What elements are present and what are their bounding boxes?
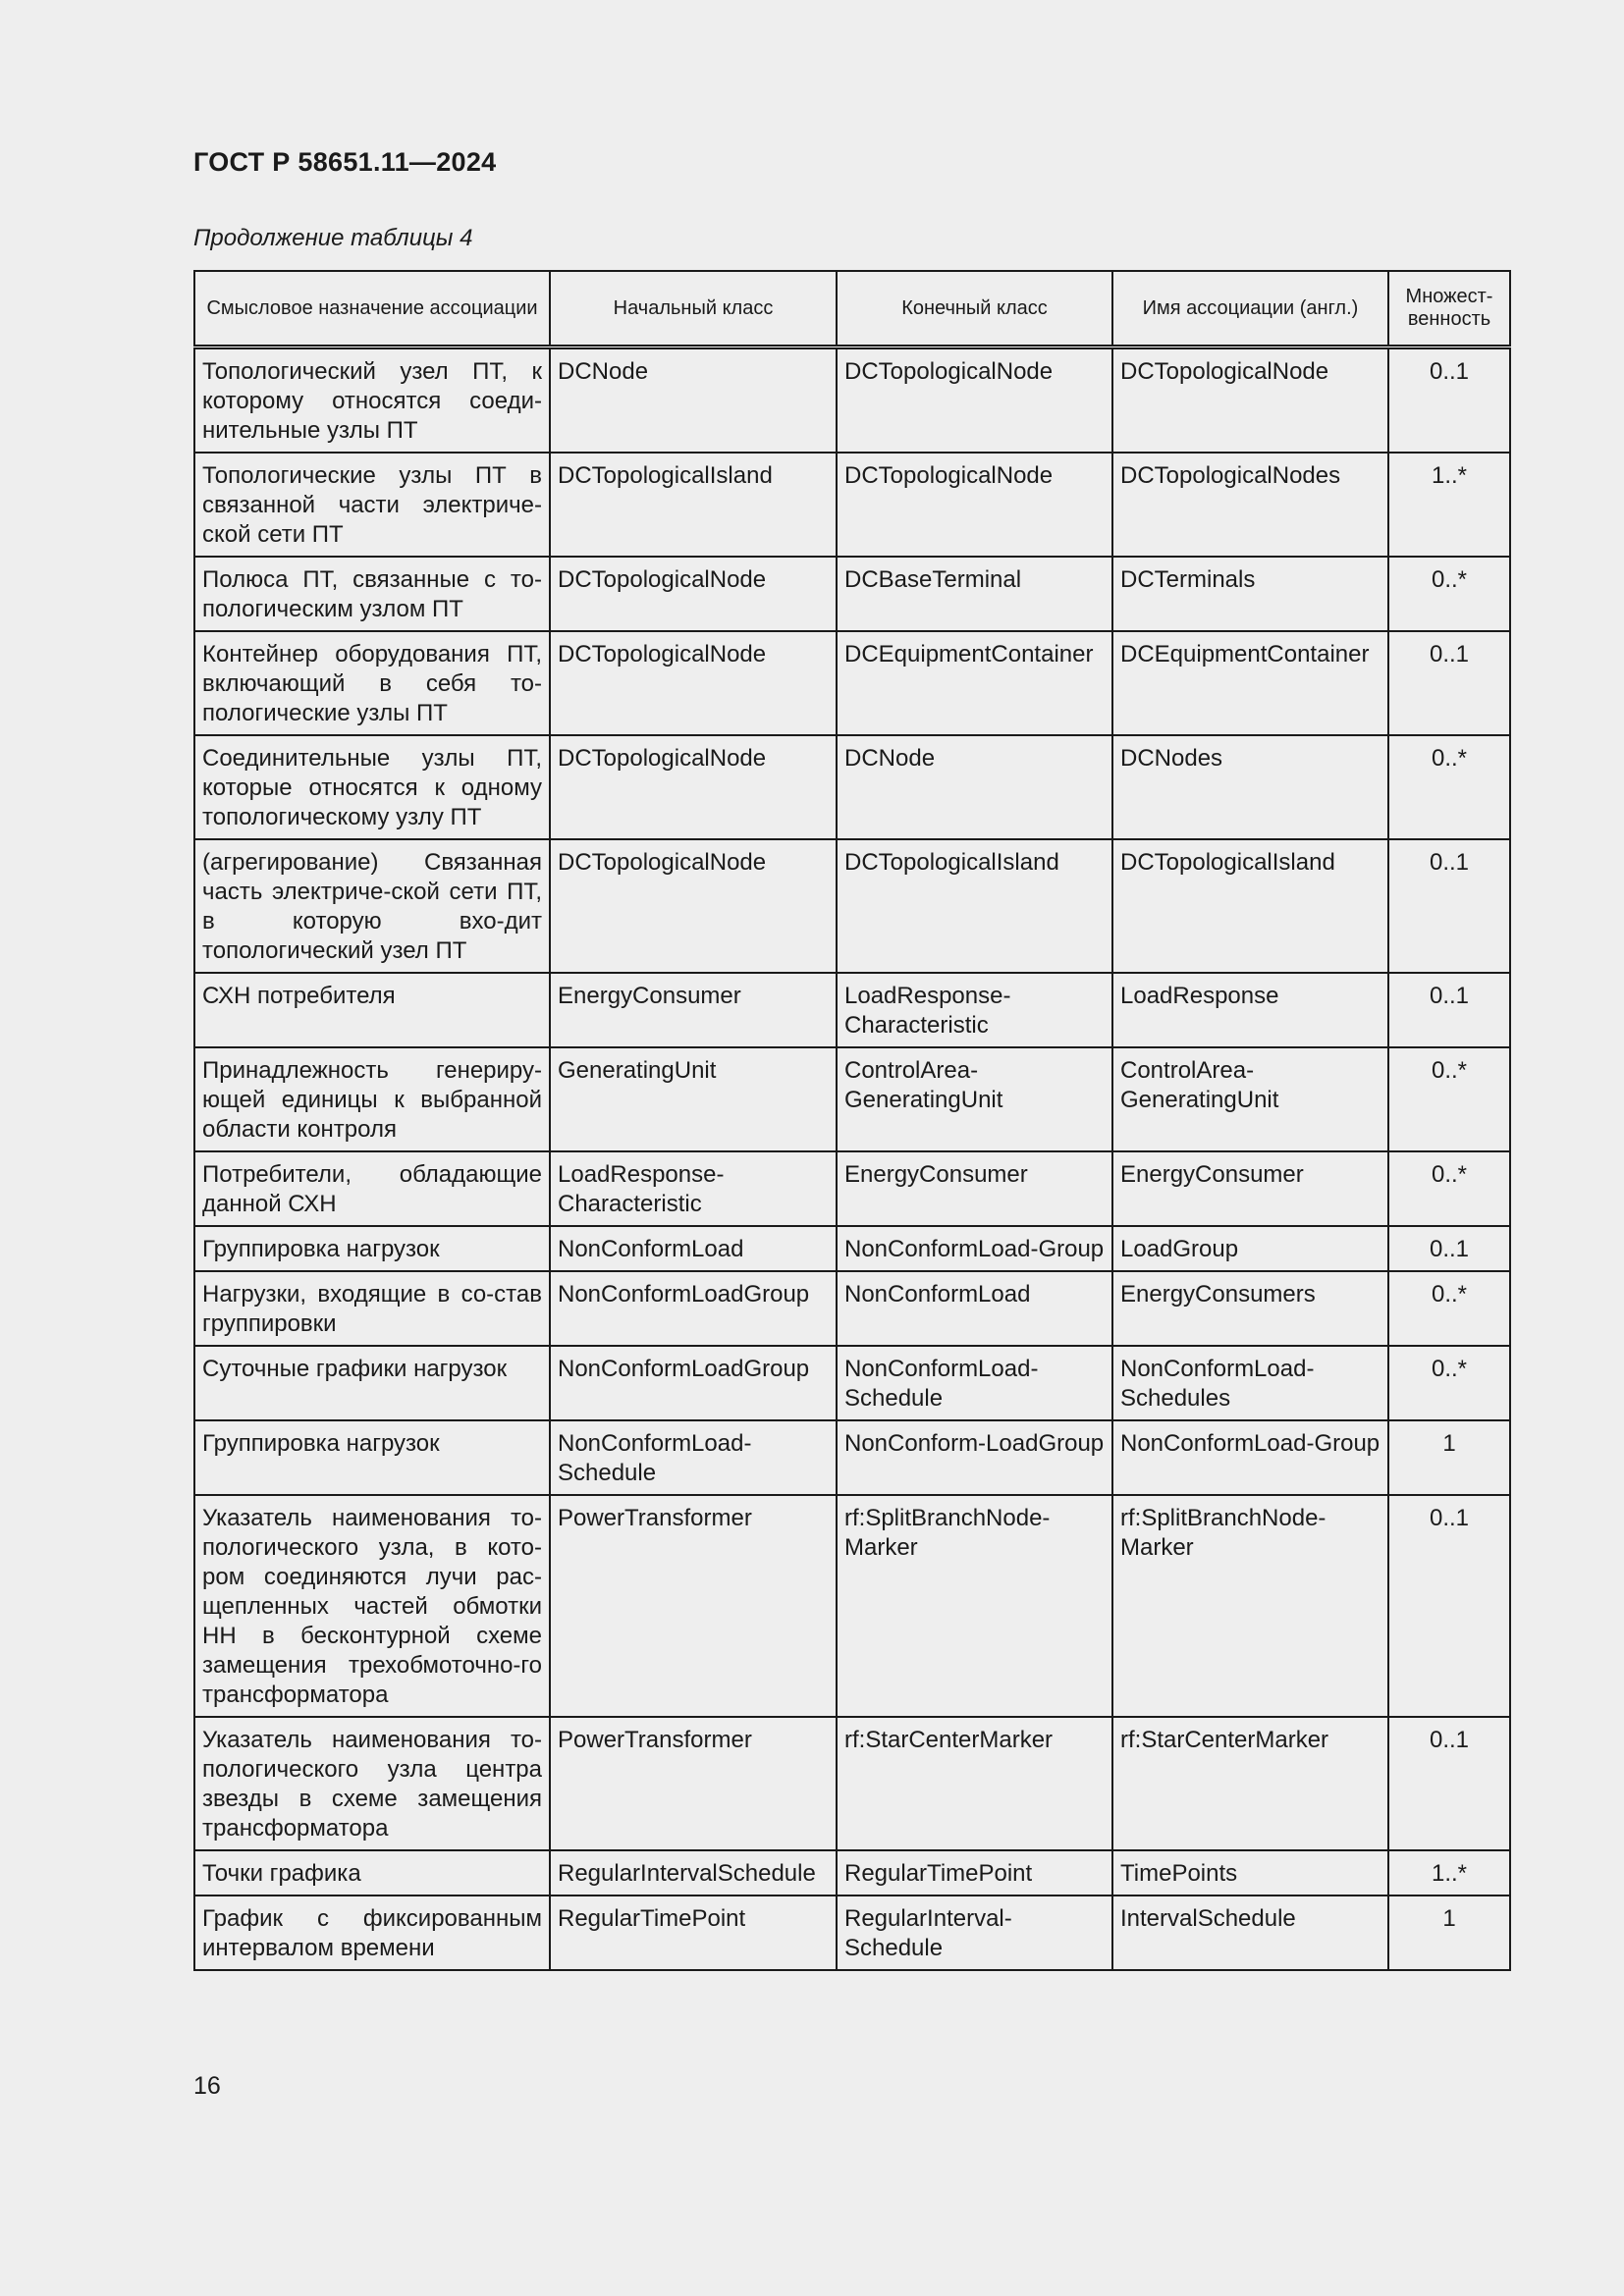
cell-purpose: Указатель наименования то-пологического узла, в кото-ром соединяются лучи рас-щепленных частей обмотки НН в бесконтурной схеме замещения трехобмоточно-го трансформатора [194, 1495, 550, 1717]
cell-end-class: DCTopologicalNode [837, 453, 1112, 557]
table-header-row [194, 271, 1510, 347]
cell-end-class: NonConform-LoadGroup [837, 1420, 1112, 1495]
cell-start-class: LoadResponse-Characteristic [550, 1151, 837, 1226]
cell-start-class: NonConformLoadGroup [550, 1346, 837, 1420]
table-row [194, 1271, 1510, 1346]
table-row [194, 453, 1510, 557]
cell-purpose: Контейнер оборудования ПТ, включающий в себя то-пологические узлы ПТ [194, 631, 550, 735]
cell-start-class: DCNode [550, 347, 837, 454]
cell-start-class: DCTopologicalNode [550, 839, 837, 973]
cell-purpose: Топологические узлы ПТ в связанной части электриче-ской сети ПТ [194, 453, 550, 557]
table-row [194, 839, 1510, 973]
cell-association-name: TimePoints [1112, 1850, 1388, 1896]
column-header-end-class: Конечный класс [837, 271, 1112, 347]
table-caption: Продолжение таблицы 4 [193, 225, 473, 251]
cell-association-name: DCNodes [1112, 735, 1388, 839]
cell-end-class: DCEquipmentContainer [837, 631, 1112, 735]
table-row [194, 1047, 1510, 1151]
cell-multiplicity: 0..* [1388, 557, 1510, 631]
cell-purpose: Точки графика [194, 1850, 550, 1896]
cell-association-name: DCTopologicalIsland [1112, 839, 1388, 973]
page-number: 16 [193, 2072, 221, 2100]
cell-end-class: DCNode [837, 735, 1112, 839]
table-row [194, 1346, 1510, 1420]
table-row [194, 1420, 1510, 1495]
table-row [194, 1717, 1510, 1850]
cell-purpose: Группировка нагрузок [194, 1420, 550, 1495]
cell-association-name: ControlArea-GeneratingUnit [1112, 1047, 1388, 1151]
table-row [194, 557, 1510, 631]
cell-end-class: DCTopologicalNode [837, 347, 1112, 454]
cell-purpose: Топологический узел ПТ, к которому относятся соеди-нительные узлы ПТ [194, 347, 550, 454]
cell-start-class: EnergyConsumer [550, 973, 837, 1047]
cell-multiplicity: 1..* [1388, 453, 1510, 557]
column-header-association-name: Имя ассоциации (англ.) [1112, 271, 1388, 347]
cell-end-class: NonConformLoad-Schedule [837, 1346, 1112, 1420]
cell-end-class: RegularTimePoint [837, 1850, 1112, 1896]
cell-purpose: Нагрузки, входящие в со-став группировки [194, 1271, 550, 1346]
cell-purpose: СХН потребителя [194, 973, 550, 1047]
table-row [194, 1495, 1510, 1717]
column-header-start-class: Начальный класс [550, 271, 837, 347]
column-header-multiplicity: Множест-венность [1388, 271, 1510, 347]
cell-start-class: GeneratingUnit [550, 1047, 837, 1151]
cell-end-class: EnergyConsumer [837, 1151, 1112, 1226]
cell-end-class: rf:StarCenterMarker [837, 1717, 1112, 1850]
cell-multiplicity: 0..1 [1388, 839, 1510, 973]
cell-purpose: Полюса ПТ, связанные с то-пологическим узлом ПТ [194, 557, 550, 631]
column-header-purpose: Смысловое назначение ассоциации [194, 271, 550, 347]
cell-end-class: DCBaseTerminal [837, 557, 1112, 631]
cell-start-class: DCTopologicalIsland [550, 453, 837, 557]
cell-association-name: DCEquipmentContainer [1112, 631, 1388, 735]
cell-multiplicity: 0..1 [1388, 1226, 1510, 1271]
cell-association-name: NonConformLoad-Group [1112, 1420, 1388, 1495]
cell-association-name: rf:SplitBranchNode-Marker [1112, 1495, 1388, 1717]
cell-multiplicity: 0..1 [1388, 1717, 1510, 1850]
cell-association-name: DCTopologicalNodes [1112, 453, 1388, 557]
cell-association-name: rf:StarCenterMarker [1112, 1717, 1388, 1850]
table-row [194, 347, 1510, 454]
cell-purpose: Принадлежность генериру-ющей единицы к выбранной области контроля [194, 1047, 550, 1151]
cell-multiplicity: 0..1 [1388, 1495, 1510, 1717]
cell-end-class: NonConformLoad [837, 1271, 1112, 1346]
cell-purpose: Суточные графики нагрузок [194, 1346, 550, 1420]
cell-purpose: Группировка нагрузок [194, 1226, 550, 1271]
cell-purpose: График с фиксированным интервалом времени [194, 1896, 550, 1970]
table-row [194, 1151, 1510, 1226]
cell-association-name: LoadGroup [1112, 1226, 1388, 1271]
cell-purpose: Соединительные узлы ПТ, которые относятся к одному топологическому узлу ПТ [194, 735, 550, 839]
cell-multiplicity: 0..* [1388, 1047, 1510, 1151]
cell-start-class: RegularIntervalSchedule [550, 1850, 837, 1896]
cell-purpose: (агрегирование) Связанная часть электриче-ской сети ПТ, в которую вхо-дит топологический узел ПТ [194, 839, 550, 973]
cell-start-class: NonConformLoadGroup [550, 1271, 837, 1346]
cell-multiplicity: 1..* [1388, 1850, 1510, 1896]
cell-start-class: PowerTransformer [550, 1717, 837, 1850]
cell-multiplicity: 0..* [1388, 735, 1510, 839]
cell-start-class: RegularTimePoint [550, 1896, 837, 1970]
cell-association-name: IntervalSchedule [1112, 1896, 1388, 1970]
cell-end-class: ControlArea-GeneratingUnit [837, 1047, 1112, 1151]
table-body [194, 347, 1510, 1971]
cell-association-name: DCTopologicalNode [1112, 347, 1388, 454]
cell-association-name: DCTerminals [1112, 557, 1388, 631]
cell-association-name: LoadResponse [1112, 973, 1388, 1047]
document-header: ГОСТ Р 58651.11—2024 [193, 147, 497, 177]
cell-start-class: DCTopologicalNode [550, 631, 837, 735]
cell-purpose: Указатель наименования то-пологического узла центра звезды в схеме замещения трансформатора [194, 1717, 550, 1850]
table-row [194, 1896, 1510, 1970]
association-table [193, 270, 1511, 1971]
cell-multiplicity: 1 [1388, 1420, 1510, 1495]
cell-start-class: PowerTransformer [550, 1495, 837, 1717]
table-row [194, 1850, 1510, 1896]
cell-multiplicity: 1 [1388, 1896, 1510, 1970]
table-row [194, 1226, 1510, 1271]
cell-end-class: LoadResponse-Characteristic [837, 973, 1112, 1047]
cell-multiplicity: 0..1 [1388, 347, 1510, 454]
table-row [194, 973, 1510, 1047]
table-row [194, 735, 1510, 839]
cell-end-class: RegularInterval-Schedule [837, 1896, 1112, 1970]
cell-multiplicity: 0..* [1388, 1271, 1510, 1346]
cell-end-class: DCTopologicalIsland [837, 839, 1112, 973]
cell-purpose: Потребители, обладающие данной СХН [194, 1151, 550, 1226]
cell-start-class: NonConformLoad [550, 1226, 837, 1271]
cell-association-name: NonConformLoad-Schedules [1112, 1346, 1388, 1420]
cell-multiplicity: 0..1 [1388, 973, 1510, 1047]
cell-association-name: EnergyConsumers [1112, 1271, 1388, 1346]
cell-end-class: NonConformLoad-Group [837, 1226, 1112, 1271]
cell-start-class: DCTopologicalNode [550, 735, 837, 839]
table-row [194, 631, 1510, 735]
cell-start-class: DCTopologicalNode [550, 557, 837, 631]
cell-association-name: EnergyConsumer [1112, 1151, 1388, 1226]
cell-end-class: rf:SplitBranchNode-Marker [837, 1495, 1112, 1717]
cell-multiplicity: 0..* [1388, 1346, 1510, 1420]
cell-multiplicity: 0..1 [1388, 631, 1510, 735]
cell-multiplicity: 0..* [1388, 1151, 1510, 1226]
cell-start-class: NonConformLoad-Schedule [550, 1420, 837, 1495]
